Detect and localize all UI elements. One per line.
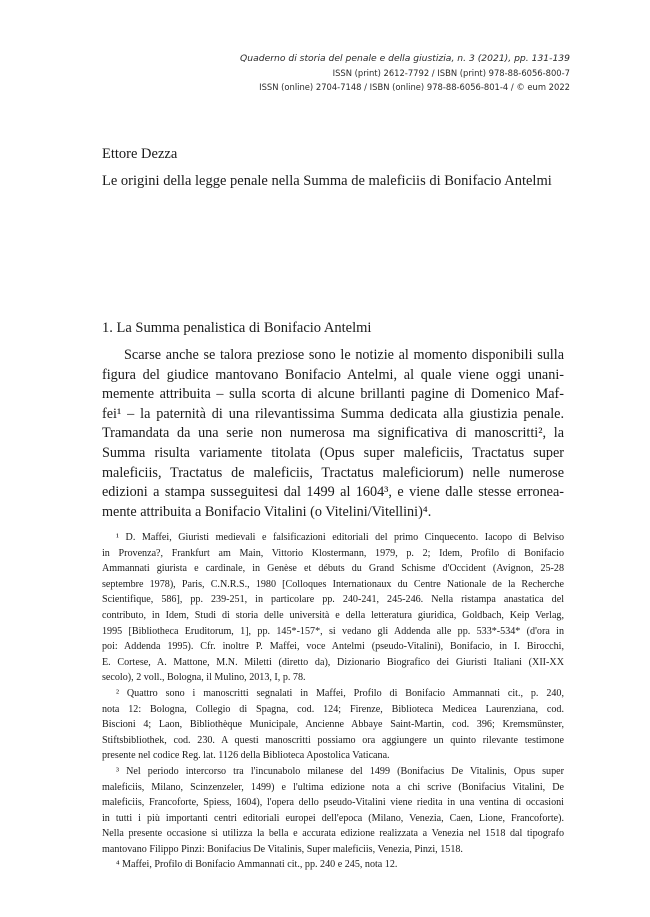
footnote-line: Scientifique, 586], pp. 239-251, in particolare pp. 240-241, 245-246. Nella ristampa anastatica del xyxy=(102,594,564,606)
footnote-line: 1995 [Bibliotheca Eruditorum, 1], pp. 145*-157*, si vedano gli Addenda alle pp. 533*-534* (d'ora in xyxy=(102,625,564,637)
body-line: figura del giudice mantovano Bonifacio Antelmi, al quale viene oggi unani- xyxy=(102,366,564,383)
article-title: Le origini della legge penale nella Summa de maleficiis di Bonifacio Antelmi xyxy=(102,173,552,189)
issn-online: ISSN (online) 2704-7148 / ISBN (online) 978-88-6056-801-4 / © eum 2022 xyxy=(259,82,570,92)
author-name: Ettore Dezza xyxy=(102,146,178,162)
footnote-line: ³ Nel periodo intercorso tra l'incunabolo milanese del 1499 (Bonifacius De Vitalinis, Opus super xyxy=(116,765,564,777)
footnote-line: ⁴ Maffei, Profilo di Bonifacio Ammannati cit., pp. 240 e 245, nota 12. xyxy=(116,859,398,871)
section-heading: 1. La Summa penalistica di Bonifacio Antelmi xyxy=(102,320,372,336)
footnote-line: E. Cortese, A. Mattone, M.N. Miletti (diretto da), Dizionario Biografico dei Giuristi Italiani (XII-XX xyxy=(102,656,564,668)
body-line: Summa risulta variamente titolata (Opus super maleficiis, Tractatus super xyxy=(102,444,564,461)
footnote-line: contributo, in Idem, Studi di storia delle università e della letteratura giuridica, Goldbach, Keip Verlag, xyxy=(102,609,564,621)
footnote-line: ¹ D. Maffei, Giuristi medievali e falsificazioni editoriali del primo Cinquecento. Iacopo di Belviso xyxy=(116,532,564,543)
footnote-line: secolo), 2 voll., Bologna, il Mulino, 2013, I, p. 78. xyxy=(102,672,306,684)
footnote-line: ² Quattro sono i manoscritti segnalati in Maffei, Profilo di Bonifacio Ammannati cit., p. 240, xyxy=(116,687,564,699)
body-line: fei¹ – la paternità di una rilevantissima Summa dedicata alla giustizia penale. xyxy=(102,405,564,422)
body-paragraph xyxy=(102,346,564,522)
issn-print: ISSN (print) 2612-7792 / ISBN (print) 978-88-6056-800-7 xyxy=(332,68,570,78)
footnote-line: septembre 1978), Paris, C.N.R.S., 1980 [Colloques Internationaux du Centre Nationale de la Recherche xyxy=(102,578,564,590)
footnote-line: Stiftsbibliothek, cod. 230. A questi manoscritti possiamo ora aggiungere un quinto rilevante testimone xyxy=(102,734,564,746)
journal-header xyxy=(240,52,570,94)
body-line: mente attribuita a Bonifacio Vitalini (o Vitelini/Vitellini)⁴. xyxy=(102,503,432,520)
body-line: edizioni a stampa susseguitesi dal 1499 al 1604³, e viene dalle stesse erronea- xyxy=(102,484,564,501)
footnote-line: maleficiis, Milano, Scinzenzeler, 1499) e l'ultima edizione nota a chi scrive (Bonifacius Vitalini, De xyxy=(102,781,564,793)
footnote-line: mantovano Filippo Pinzi: Bonifacius De Vitalinis, Super maleficiis, Venezia, Pinzi, 1518. xyxy=(102,843,463,855)
body-line: Scarse anche se talora preziose sono le notizie al momento disponibili sulla xyxy=(124,347,564,363)
journal-citation: Quaderno di storia del penale e della giustizia, n. 3 (2021), pp. 131-139 xyxy=(240,53,570,64)
footnote-line: in tutti i più importanti centri editoriali europei dell'epoca (Milano, Venezia, Caen, Lione, Francoforte). xyxy=(102,812,564,824)
footnote-line: maleficiis, Francoforte, Spiess, 1604), l'opera dello pseudo-Vitalini viene riedita in una ventina di occasioni xyxy=(102,797,564,809)
footnote-line: in Provenza?, Frankfurt am Main, Vittorio Klostermann, 1979, p. 2; Idem, Profilo di Bonifacio xyxy=(102,547,564,559)
body-line: Tramandata da una serie non numerosa ma significativa di manoscritti², la xyxy=(102,425,564,442)
footnote-line: Nella presente occasione si utilizza la bella e accurata edizione realizzata a Venezia nel 1518 dal tipografo xyxy=(102,828,564,840)
footnote-line: nota 12: Bologna, Collegio di Spagna, cod. 124; Firenze, Biblioteca Medicea Laurenziana, cod. xyxy=(102,703,564,715)
body-line: memente attribuita – sulla scorta di alcune brillanti pagine di Domenico Maf- xyxy=(102,386,564,403)
footnote-line: Biscioni 4; Laon, Bibliothèque Municipale, Ancienne Abbaye Saint-Martin, cod. 396; Kremsmünster, xyxy=(102,719,564,731)
body-line: maleficiis, Tractatus de maleficiis, Tractatus maleficiorum) nelle numerose xyxy=(102,464,564,481)
footnotes xyxy=(102,530,564,873)
footnote-line: presente nel codice Reg. lat. 1126 della Biblioteca Apostolica Vaticana. xyxy=(102,750,390,762)
footnote-line: Ammannati giurista e cardinale, in Genèse et débuts du Grand Schisme d'Occident (Avignon, 25-28 xyxy=(102,563,564,575)
footnote-line: poi: Addenda 1995). Cfr. inoltre P. Maffei, voce Antelmi (pseudo-Vitalini), Bonifacio, in I. Birocchi, xyxy=(102,641,564,653)
